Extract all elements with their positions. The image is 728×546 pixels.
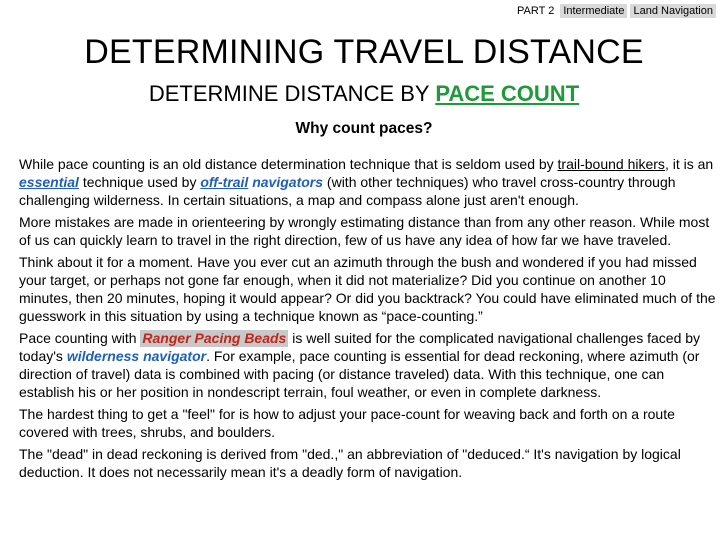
- p4-text: Pace counting with: [19, 330, 141, 346]
- page-title: DETERMINING TRAVEL DISTANCE: [84, 33, 644, 71]
- paragraph-6: The "dead" in dead reckoning is derived from "ded.," an abbreviation of "deduced.“ It's navigation by logical deduction. It does not necessarily mean it's a deadly form of navigation.: [19, 446, 681, 480]
- paragraph-1: [19, 155, 719, 209]
- body-text: [19, 155, 719, 485]
- p1-trail-bound-hikers: trail-bound hikers: [557, 156, 665, 172]
- ranger-pacing-beads-highlight: Ranger Pacing Beads: [142, 330, 287, 346]
- topic-tag: Land Navigation: [630, 4, 716, 18]
- paragraph-4: [19, 329, 719, 401]
- page-subtitle: [0, 81, 728, 107]
- paragraph-2: More mistakes are made in orienteering by wrongly estimating distance than from any other reason. While most of us can quickly learn to travel in the right direction, few of us have any idea of how far we have traveled.: [19, 214, 710, 248]
- p1-text: technique used by: [78, 174, 201, 190]
- level-tag: Intermediate: [560, 4, 627, 18]
- subtitle-prefix: DETERMINE DISTANCE BY: [148, 81, 436, 106]
- subtitle-highlight: PACE COUNT: [435, 81, 580, 106]
- paragraph-3: Think about it for a moment. Have you ever cut an azimuth through the bush and wondered if you had missed your target, or perhaps not gone far enough, when it did not materialize? Did you continue on another 10 minutes, then 20 minutes, hoping it would appear? Or did you backtrack? You could have eliminated much of the guesswork in this situation by using a technique known as “pace-counting.”: [19, 254, 716, 324]
- p4-text: . For example, pace counting is essential for dead reckoning, where azimuth (or direction of travel) data is combined with pacing (or distance traveled) data. With this technique, one can establish his or her position in nondescript terrain, foul weather, or even in complete darkness.: [19, 348, 700, 400]
- p1-text: (with other techniques) who travel cross-country through challenging wilderness. In certain situations, a map and compass alone just aren't enough.: [19, 174, 676, 208]
- p1-text: , it is an: [664, 156, 714, 172]
- paragraph-5: The hardest thing to get a "feel" for is how to adjust your pace-count for weaving back and forth on a route covered with trees, shrubs, and boulders.: [19, 406, 675, 440]
- part-label: PART 2: [517, 5, 555, 17]
- p4-text: is well suited for the complicated navigational challenges faced by today's: [19, 330, 701, 364]
- p4-wilderness-navigator: wilderness navigator: [66, 348, 207, 364]
- p1-off-trail: off-trail: [200, 174, 249, 190]
- p1-text: While pace counting is an old distance determination technique that is seldom used by: [19, 156, 558, 172]
- p1-navigators: navigators: [252, 174, 324, 190]
- section-heading: Why count paces?: [295, 120, 433, 137]
- p1-essential: essential: [19, 174, 79, 190]
- part-header: [517, 4, 716, 18]
